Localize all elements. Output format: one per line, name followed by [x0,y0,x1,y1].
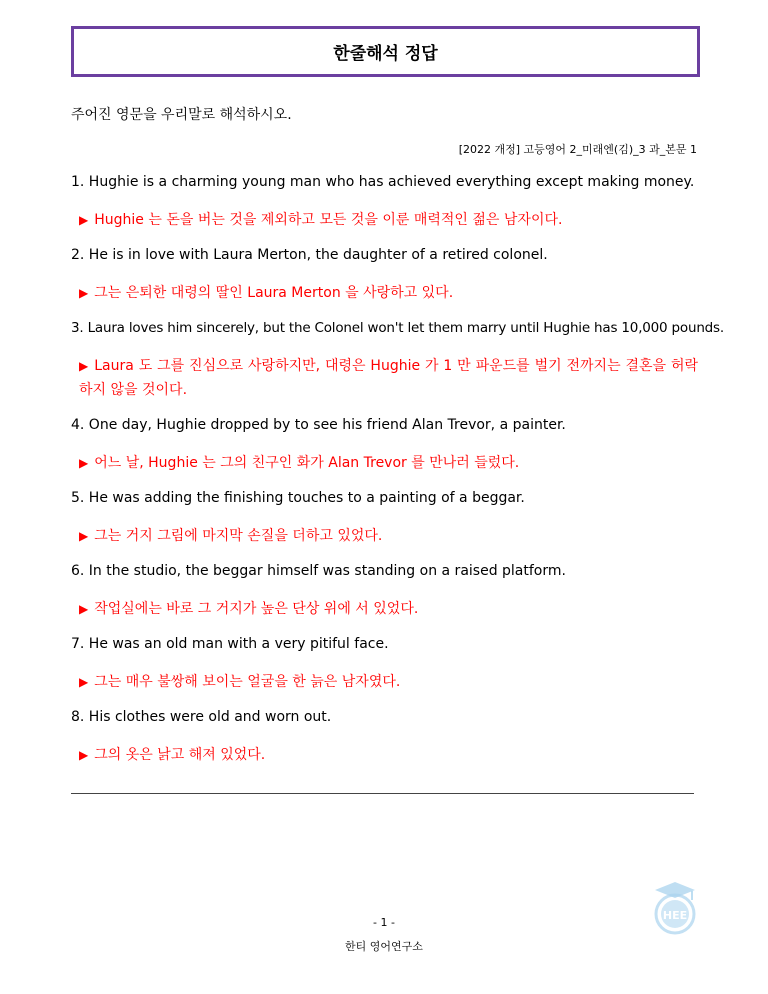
footer-org: 한티 영어연구소 [345,940,423,953]
korean-translation [71,208,698,232]
korean-translation [71,354,698,402]
korean-translation-text: Laura 도 그를 진심으로 사랑하지만, 대령은 Hughie 가 1 만 파운드를 벌기 전까지는 결혼을 허락하지 않을 것이다. [79,358,698,398]
sentence-item-5 [71,488,698,548]
sentence-item-4 [71,415,698,475]
korean-translation-text: 그는 은퇴한 대령의 딸인 Laura Merton 을 사랑하고 있다. [94,285,454,301]
sentence-list [71,172,724,780]
sentence-item-2 [71,245,698,305]
instruction-text: 주어진 영문을 우리말로 해석하시오. [71,107,292,123]
korean-translation-text: 어느 날, Hughie 는 그의 친구인 화가 Alan Trevor 를 만나러 들렀다. [94,455,520,471]
korean-translation-text: Hughie 는 돈을 버는 것을 제외하고 모든 것을 이룬 매력적인 젊은 남자이다. [94,212,563,228]
triangle-bullet-icon: ▶ [79,675,89,689]
triangle-bullet-icon: ▶ [79,748,89,762]
korean-translation-text: 작업실에는 바로 그 거지가 높은 단상 위에 서 있었다. [94,601,419,617]
sentence-item-7 [71,634,698,694]
english-sentence: 4. One day, Hughie dropped by to see his friend Alan Trevor, a painter. [71,417,566,433]
english-sentence: 2. He is in love with Laura Merton, the daughter of a retired colonel. [71,247,548,263]
triangle-bullet-icon: ▶ [79,456,89,470]
english-sentence: 7. He was an old man with a very pitiful face. [71,636,389,652]
divider-line [71,793,694,794]
page-number: - 1 - [373,916,395,929]
triangle-bullet-icon: ▶ [79,602,89,616]
english-sentence: 1. Hughie is a charming young man who has achieved everything except making money. [71,174,695,190]
english-sentence: 5. He was adding the finishing touches to a painting of a beggar. [71,490,525,506]
sentence-item-8 [71,707,698,767]
triangle-bullet-icon: ▶ [79,213,89,227]
korean-translation [71,597,698,621]
triangle-bullet-icon: ▶ [79,359,89,373]
korean-translation-text: 그는 거지 그림에 마지막 손질을 더하고 있었다. [94,528,383,544]
korean-translation-text: 그는 매우 불쌍해 보이는 얼굴을 한 늙은 남자였다. [94,674,401,690]
triangle-bullet-icon: ▶ [79,529,89,543]
english-sentence: 8. His clothes were old and worn out. [71,709,332,725]
sentence-item-1 [71,172,698,232]
english-sentence: 6. In the studio, the beggar himself was standing on a raised platform. [71,563,566,579]
triangle-bullet-icon: ▶ [79,286,89,300]
source-label: [2022 개정] 고등영어 2_미래엔(김)_3 과_본문 1 [458,143,697,156]
korean-translation [71,451,698,475]
logo-text: HEE [662,909,688,922]
page-title: 한줄해석 정답 [333,44,438,64]
title-box [71,26,700,77]
korean-translation [71,743,698,767]
sentence-item-3 [71,318,724,402]
korean-translation [71,670,698,694]
korean-translation [71,524,698,548]
english-sentence: 3. Laura loves him sincerely, but the Colonel won't let them marry until Hughie has 10,000 pounds. [71,320,724,336]
sentence-item-6 [71,561,698,621]
korean-translation-text: 그의 옷은 낡고 해져 있었다. [94,747,266,763]
korean-translation [71,281,698,305]
